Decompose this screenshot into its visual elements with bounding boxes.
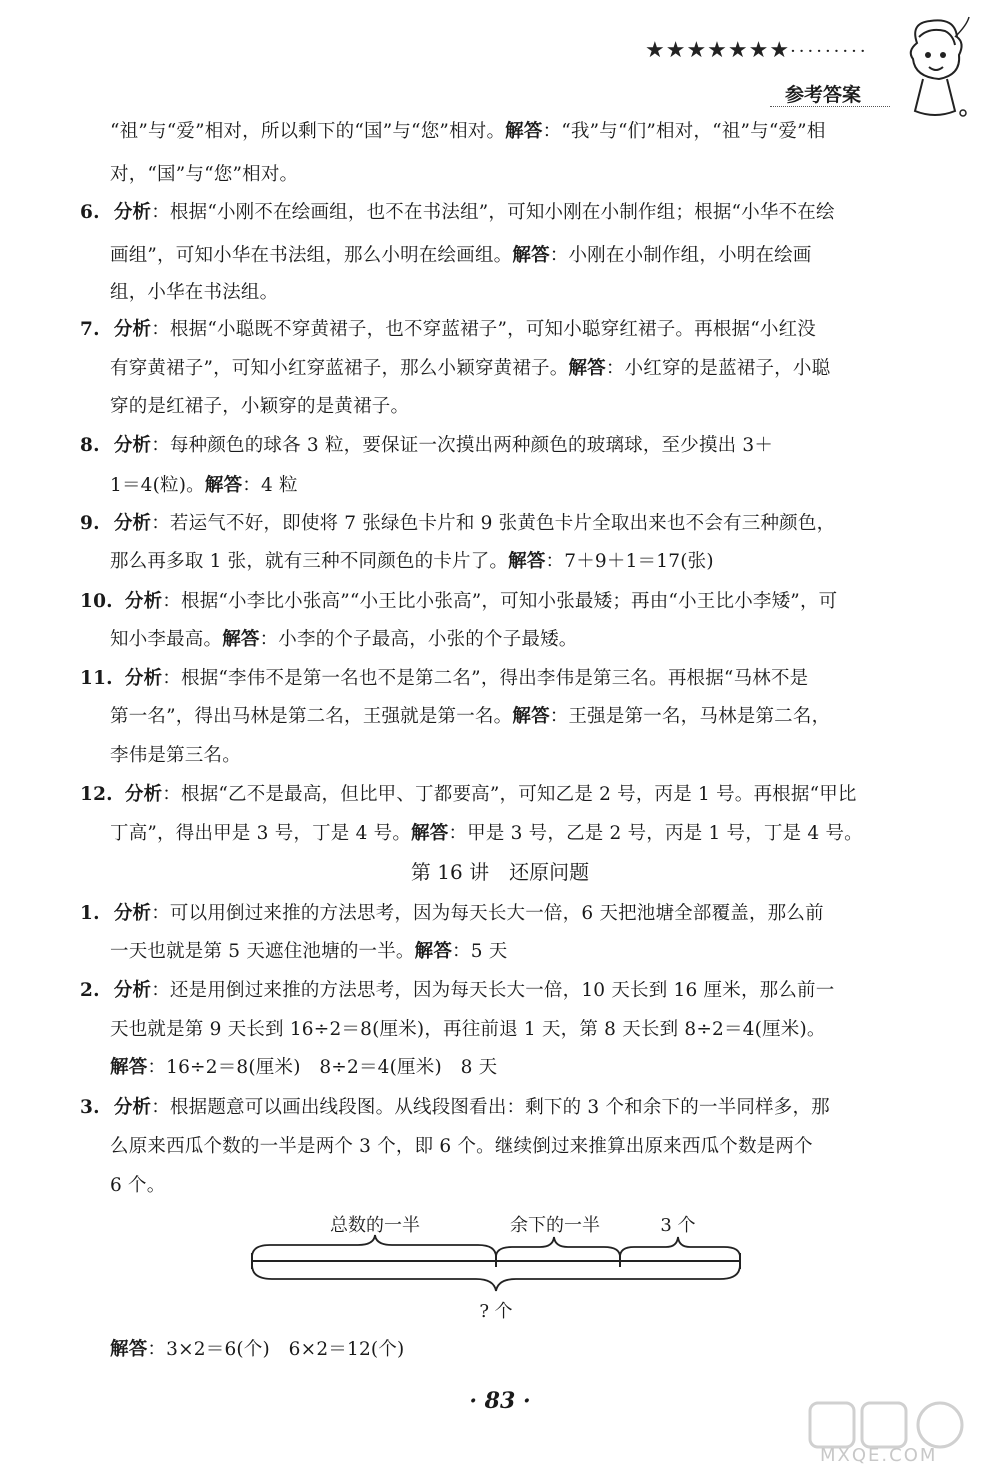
text: ：根据“小刚不在绘画组，也不在书法组”，可知小刚在小制作组；根据“小华不在绘 bbox=[151, 202, 835, 223]
text: 一天也就是第 5 天遮住池塘的一半。 bbox=[110, 941, 415, 962]
text: ：根据“乙不是最高，但比甲、丁都要高”，可知乙是 2 号，丙是 1 号。再根据“甲比 bbox=[162, 784, 857, 805]
analysis-label: 分析 bbox=[113, 319, 152, 340]
answer-label: 解答 bbox=[110, 1057, 148, 1078]
item-9-line-1 bbox=[80, 510, 835, 538]
item-6-line-1 bbox=[80, 199, 835, 227]
text: 丁高”，得出甲是 3 号，丁是 4 号。 bbox=[110, 823, 412, 844]
brace-total bbox=[252, 1265, 740, 1291]
text: ：16÷2＝8(厘米) 8÷2＝4(厘米) 8 天 bbox=[147, 1057, 498, 1078]
three-label: 3 个 bbox=[660, 1215, 696, 1236]
header-divider bbox=[770, 106, 890, 107]
answer-label: 解答 bbox=[568, 358, 606, 379]
item-number: 1. bbox=[80, 903, 100, 924]
item-12-line-2 bbox=[110, 820, 863, 848]
item-number: 11. bbox=[80, 668, 113, 689]
text: ：5 天 bbox=[452, 941, 508, 962]
item-6-line-3: 组，小华在书法组。 bbox=[110, 282, 279, 303]
lecture-title: 第 16 讲 还原问题 bbox=[410, 860, 590, 884]
l16-item-1-line-2 bbox=[110, 938, 508, 966]
item-8-line-1 bbox=[80, 432, 773, 460]
header-stars bbox=[645, 38, 869, 63]
item-number: 8. bbox=[80, 435, 100, 456]
text: ：3×2＝6(个) 6×2＝12(个) bbox=[147, 1339, 405, 1360]
answer-label: 解答 bbox=[508, 551, 546, 572]
text: 有穿黄裙子”，可知小红穿蓝裙子，那么小颖穿黄裙子。 bbox=[110, 358, 569, 379]
page-header bbox=[0, 0, 1000, 120]
text: ：小李的个子最高，小张的个子最矮。 bbox=[259, 629, 578, 650]
analysis-label: 分析 bbox=[113, 202, 152, 223]
item-6-line-2 bbox=[110, 242, 812, 270]
answer-label: 解答 bbox=[512, 706, 550, 727]
item-number: 9. bbox=[80, 513, 100, 534]
brace-three bbox=[620, 1237, 740, 1257]
item-number: 10. bbox=[80, 591, 113, 612]
text: 第一名”，得出马林是第二名，王强就是第一名。 bbox=[110, 706, 513, 727]
text: “祖”与“爱”相对，所以剩下的“国”与“您”相对。 bbox=[110, 121, 506, 142]
l16-item-2-line-1 bbox=[80, 977, 834, 1005]
brace-half-rest bbox=[496, 1237, 620, 1257]
answer-label: 解答 bbox=[505, 121, 543, 142]
l16-item-3-line-3: 6 个。 bbox=[110, 1175, 166, 1196]
l16-item-3-line-2: 么原来西瓜个数的一半是两个 3 个，即 6 个。继续倒过来推算出原来西瓜个数是两个 bbox=[110, 1136, 813, 1157]
item-number: 3. bbox=[80, 1097, 100, 1118]
prev-item-line-1 bbox=[110, 118, 826, 146]
item-7-line-3: 穿的是红裙子，小颖穿的是黄裙子。 bbox=[110, 396, 410, 417]
half-total-label: 总数的一半 bbox=[330, 1215, 420, 1236]
analysis-label: 分析 bbox=[113, 903, 152, 924]
text: 画组”，可知小华在书法组，那么小明在绘画组。 bbox=[110, 245, 513, 266]
dots-text: ········· bbox=[790, 41, 869, 62]
analysis-label: 分析 bbox=[113, 435, 152, 456]
item-11-line-1 bbox=[80, 665, 808, 693]
item-number: 6. bbox=[80, 202, 100, 223]
item-11-line-2 bbox=[110, 703, 830, 731]
text: ：小刚在小制作组，小明在绘画 bbox=[549, 245, 812, 266]
watermark-text: MXQE.COM bbox=[820, 1445, 938, 1466]
text: ：根据题意可以画出线段图。从线段图看出：剩下的 3 个和余下的一半同样多，那 bbox=[151, 1097, 830, 1118]
analysis-label: 分析 bbox=[124, 668, 163, 689]
text: 知小李最高。 bbox=[110, 629, 223, 650]
answer-label: 解答 bbox=[512, 245, 550, 266]
prev-item-line-2: 对，“国”与“您”相对。 bbox=[110, 164, 299, 185]
brace-half-total bbox=[252, 1235, 496, 1257]
item-7-line-2 bbox=[110, 355, 830, 383]
answer-label: 解答 bbox=[222, 629, 260, 650]
l16-item-2-line-2: 天也就是第 9 天长到 16÷2＝8(厘米)，再往前退 1 天，第 8 天长到 8÷2＝4(厘米)。 bbox=[110, 1019, 826, 1040]
stars-text: ★★★★★★★ bbox=[645, 38, 791, 63]
text: ：小红穿的是蓝裙子，小聪 bbox=[605, 358, 831, 379]
analysis-label: 分析 bbox=[113, 980, 152, 1001]
item-7-line-1 bbox=[80, 316, 816, 344]
text: ：7＋9＋1＝17(张) bbox=[545, 551, 714, 572]
text: ：“我”与“们”相对，“祖”与“爱”相 bbox=[542, 121, 826, 142]
l16-item-1-line-1 bbox=[80, 900, 824, 928]
text: ：根据“李伟不是第一名也不是第二名”，得出李伟是第三名。再根据“马林不是 bbox=[162, 668, 809, 689]
analysis-label: 分析 bbox=[113, 513, 152, 534]
page-number: · 83 · bbox=[469, 1388, 531, 1414]
text: 1＝4(粒)。 bbox=[110, 475, 205, 496]
answer-label: 解答 bbox=[411, 823, 449, 844]
answer-label: 解答 bbox=[110, 1339, 148, 1360]
text: 那么再多取 1 张，就有三种不同颜色的卡片了。 bbox=[110, 551, 509, 572]
text: ：根据“小李比小张高”“小王比小张高”，可知小张最矮；再由“小王比小李矮”，可 bbox=[162, 591, 838, 612]
text: ：4 粒 bbox=[242, 475, 298, 496]
answer-label: 解答 bbox=[204, 475, 243, 496]
analysis-label: 分析 bbox=[124, 784, 163, 805]
analysis-label: 分析 bbox=[113, 1097, 152, 1118]
line-segment-diagram bbox=[240, 1205, 760, 1335]
text: ：每种颜色的球各 3 粒，要保证一次摸出两种颜色的玻璃球，至少摸出 3＋ bbox=[151, 435, 774, 456]
text: ：可以用倒过来推的方法思考，因为每天长大一倍，6 天把池塘全部覆盖，那么前 bbox=[151, 903, 824, 924]
analysis-label: 分析 bbox=[124, 591, 163, 612]
text: ：甲是 3 号，乙是 2 号，丙是 1 号，丁是 4 号。 bbox=[448, 823, 863, 844]
item-10-line-1 bbox=[80, 588, 837, 616]
section-label: 参考答案 bbox=[785, 84, 862, 106]
l16-item-2-line-3 bbox=[110, 1054, 497, 1082]
l16-item-3-answer bbox=[110, 1336, 404, 1364]
item-number: 2. bbox=[80, 980, 100, 1001]
item-number: 7. bbox=[80, 319, 100, 340]
item-12-line-1 bbox=[80, 781, 857, 809]
item-number: 12. bbox=[80, 784, 113, 805]
item-8-line-2 bbox=[110, 472, 298, 500]
unknown-total-label: ? 个 bbox=[479, 1301, 513, 1322]
text: ：王强是第一名，马林是第二名， bbox=[549, 706, 831, 727]
item-11-line-3: 李伟是第三名。 bbox=[110, 745, 241, 766]
half-rest-label: 余下的一半 bbox=[510, 1215, 600, 1236]
mascot-icon bbox=[895, 15, 970, 125]
text: ：根据“小聪既不穿黄裙子，也不穿蓝裙子”，可知小聪穿红裙子。再根据“小红没 bbox=[151, 319, 816, 340]
item-10-line-2 bbox=[110, 626, 578, 654]
text: ：还是用倒过来推的方法思考，因为每天长大一倍，10 天长到 16 厘米，那么前一 bbox=[151, 980, 835, 1001]
answer-label: 解答 bbox=[414, 941, 453, 962]
text: ：若运气不好，即使将 7 张绿色卡片和 9 张黄色卡片全取出来也不会有三种颜色， bbox=[151, 513, 836, 534]
l16-item-3-line-1 bbox=[80, 1094, 830, 1122]
item-9-line-2 bbox=[110, 548, 714, 576]
